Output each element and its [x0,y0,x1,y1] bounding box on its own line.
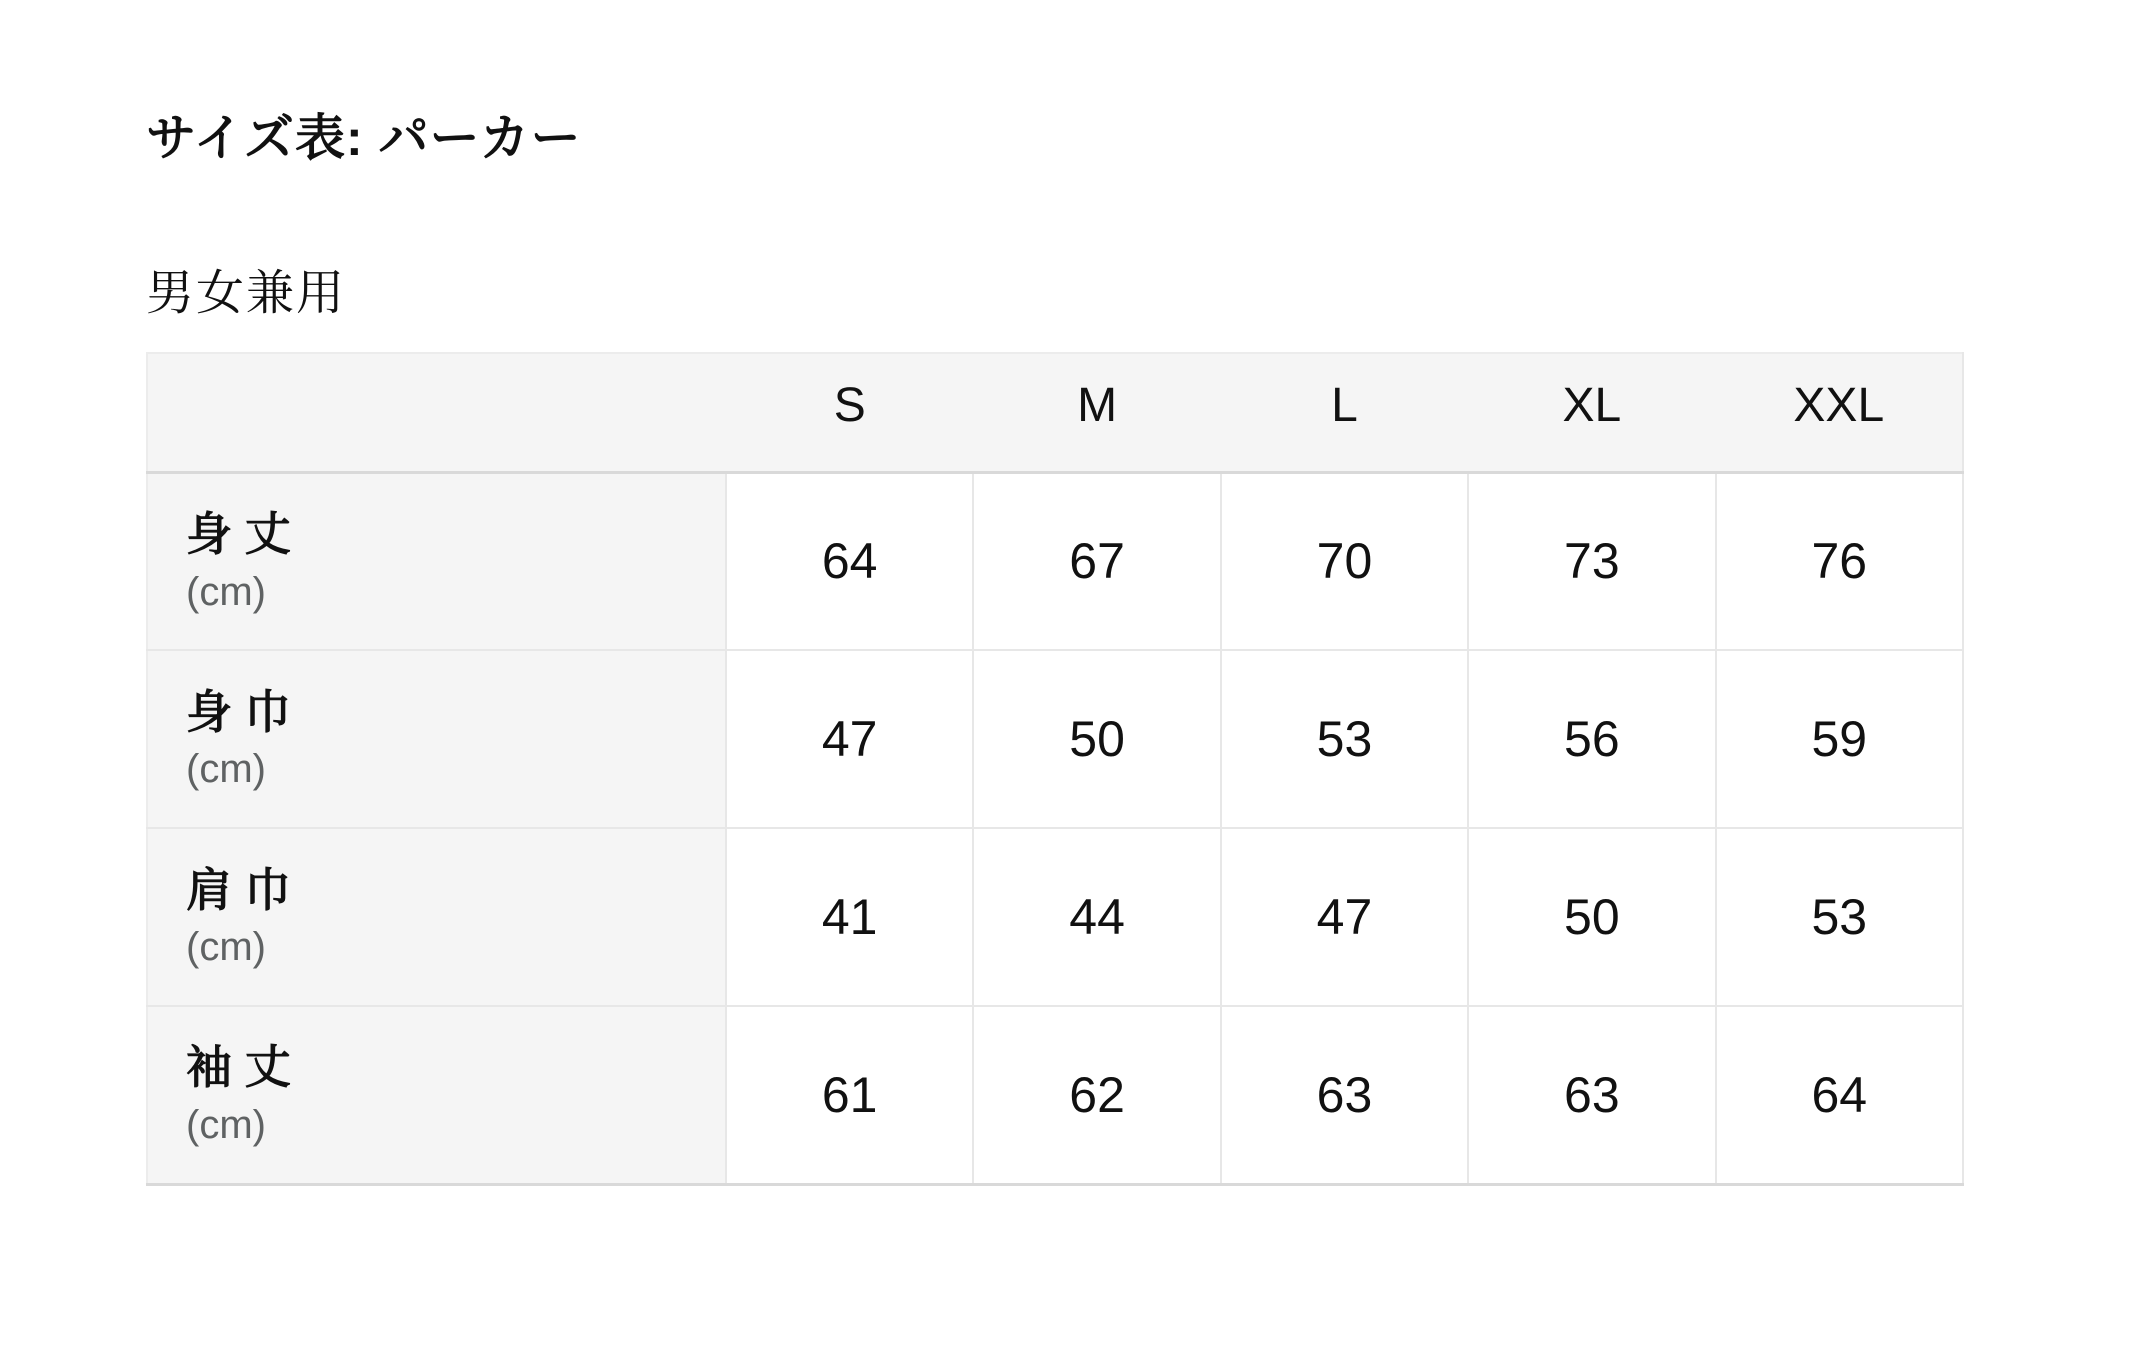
row-header-body-width [147,650,726,828]
table-row-shoulder-width [147,828,1963,1006]
header-cell-size-m: M [973,353,1220,472]
header-cell-empty [147,353,726,472]
cell-body-width-s: 47 [726,650,973,828]
header-cell-size-xl: XL [1468,353,1715,472]
cell-body-length-xxl: 76 [1716,472,1963,650]
cell-body-length-l: 70 [1221,472,1468,650]
cell-body-length-xl: 73 [1468,472,1715,650]
cell-shoulder-width-l: 47 [1221,828,1468,1006]
row-label: 身 巾 [186,685,291,738]
row-unit-label: (cm) [186,1103,266,1148]
size-chart-body [147,472,1963,1184]
row-label: 袖 丈 [186,1041,291,1094]
cell-sleeve-length-s: 61 [726,1006,973,1184]
cell-sleeve-length-xl: 63 [1468,1006,1715,1184]
cell-body-length-m: 67 [973,472,1220,650]
page-title: サイズ表: パーカー [146,109,582,166]
row-header-shoulder-width [147,828,726,1006]
cell-body-width-m: 50 [973,650,1220,828]
cell-sleeve-length-m: 62 [973,1006,1220,1184]
header-cell-size-s: S [726,353,973,472]
header-cell-size-l: L [1221,353,1468,472]
row-header-body-length [147,472,726,650]
page-subtitle: 男女兼用 [146,266,347,320]
cell-body-length-s: 64 [726,472,973,650]
row-unit-label: (cm) [186,569,266,614]
cell-body-width-l: 53 [1221,650,1468,828]
cell-body-width-xl: 56 [1468,650,1715,828]
cell-shoulder-width-xl: 50 [1468,828,1715,1006]
size-chart-table [146,352,1964,1186]
table-row-body-length [147,472,1963,650]
size-chart-header [147,353,1963,472]
cell-body-width-xxl: 59 [1716,650,1963,828]
row-unit-label: (cm) [186,925,266,970]
cell-shoulder-width-m: 44 [973,828,1220,1006]
cell-sleeve-length-xxl: 64 [1716,1006,1963,1184]
table-row-body-width [147,650,1963,828]
cell-sleeve-length-l: 63 [1221,1006,1468,1184]
cell-shoulder-width-s: 41 [726,828,973,1006]
row-label: 肩 巾 [186,863,291,916]
header-row [147,353,1963,472]
table-row-sleeve-length [147,1006,1963,1184]
row-label: 身 丈 [186,507,291,560]
row-unit-label: (cm) [186,747,266,792]
cell-shoulder-width-xxl: 53 [1716,828,1963,1006]
header-cell-size-xxl: XXL [1716,353,1963,472]
row-header-sleeve-length [147,1006,726,1184]
